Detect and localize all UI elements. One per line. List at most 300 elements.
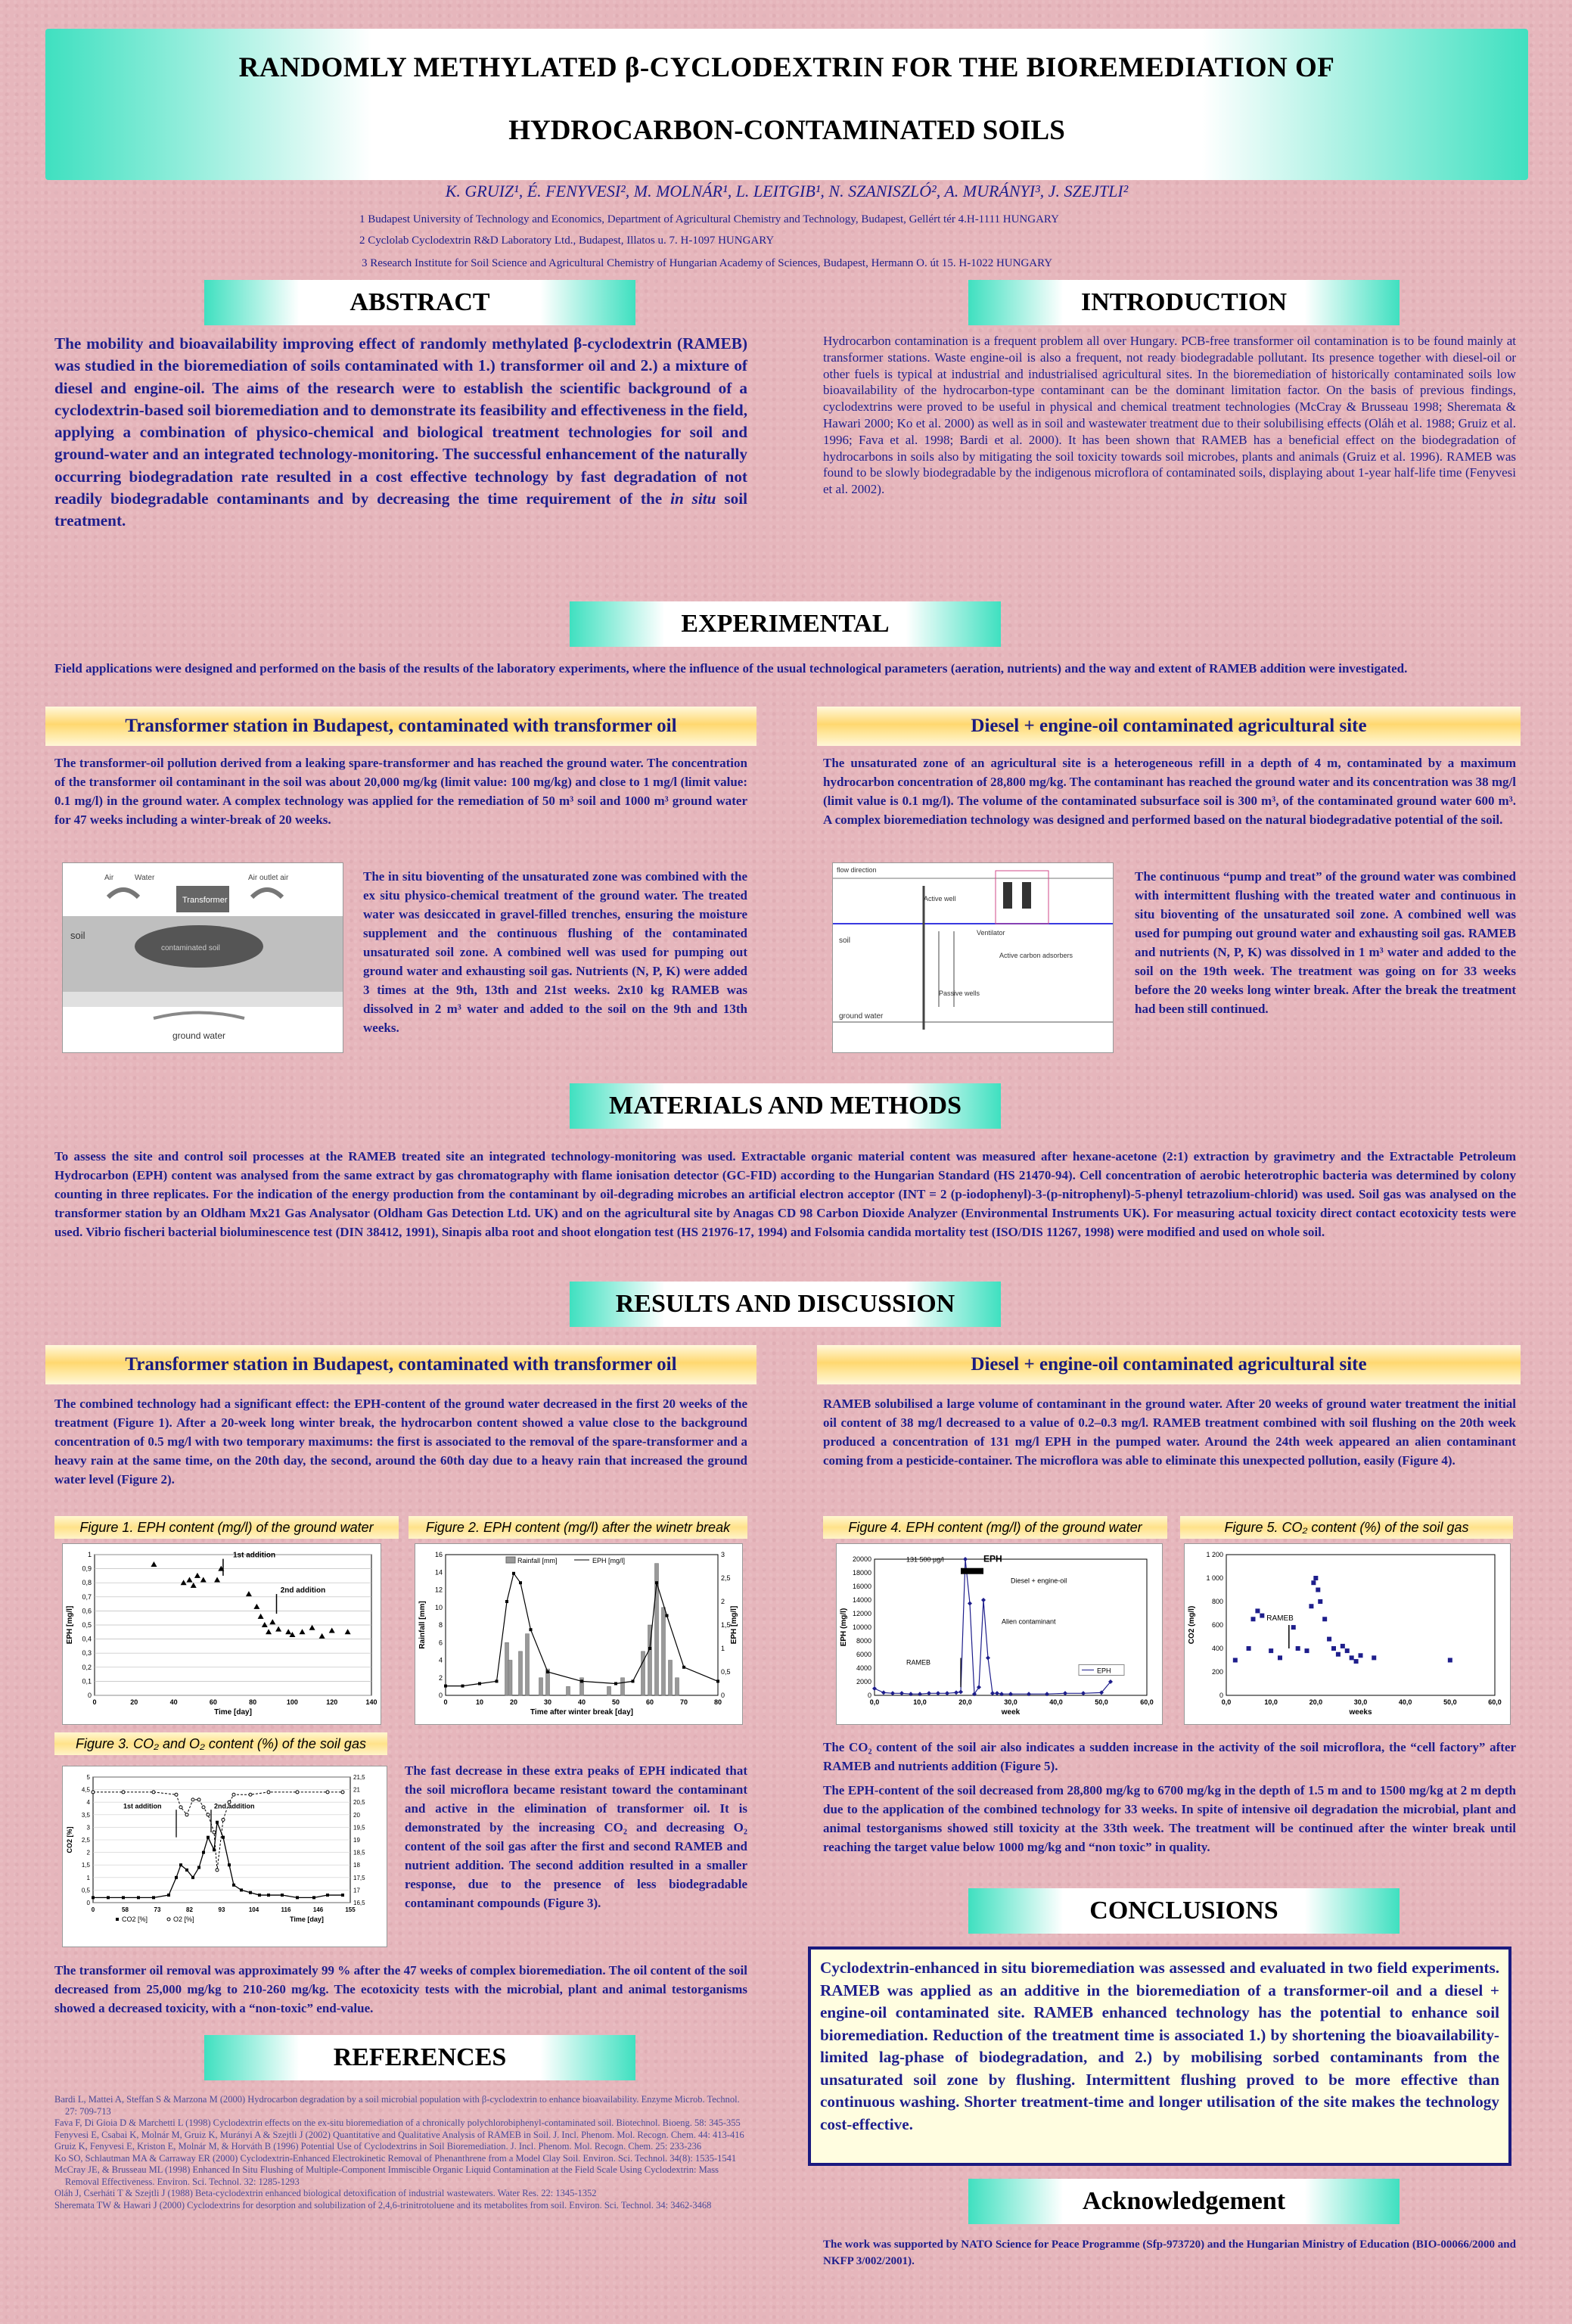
eph-point	[505, 1600, 508, 1603]
acknowledgement-text: The work was supported by NATO Science for Peace Programme (Sfp-973720) and the Hungarian Ministry of Education (BIO-00066/2000 and NKFP 3/002/2001).	[823, 2239, 1516, 2267]
data-point	[1327, 1637, 1331, 1642]
co2-point	[249, 1891, 252, 1894]
abstract-text-b: soil treatment.	[54, 489, 747, 530]
eph-point	[530, 1628, 533, 1631]
y-tick-label: 0,4	[82, 1635, 92, 1643]
y-tick-label: 0	[438, 1692, 443, 1699]
data-point	[1251, 1617, 1256, 1621]
x-tick-label: 40,0	[1049, 1698, 1063, 1706]
results-heading: RESULTS AND DISCUSSION	[615, 1290, 955, 1318]
y2-tick-label: 21	[353, 1786, 360, 1794]
co2-point	[92, 1896, 95, 1899]
reference-item: Bardi L, Mattei A, Steffan S & Marzona M (2000) Hydrocarbon degradation by a soil microbial population with β-cyclodextrin to enhance bioavailability. Enzyme Microb. Technol. 27: 709-713	[54, 2094, 740, 2117]
y-tick-label: 0	[87, 1692, 92, 1699]
site1-header	[45, 707, 756, 746]
eph-point	[512, 1572, 515, 1575]
co2-point	[152, 1896, 155, 1899]
figure-4-caption: Figure 4. EPH content (mg/l) of the ground water	[823, 1516, 1167, 1539]
results1-side-text: The fast decrease in these extra peaks of EPH indicated that the soil microflora became resistant toward the contaminant and active in the elimination of transformer oil. It is demonstrated by the increasing CO₂ and decreasing O₂ content of the soil gas after the first and second RAMEB and nutrient addition. The second addition resulted in a smaller response, due to the presence of less biodegradable contaminant compounds (Figure 3).	[405, 1763, 747, 1910]
y2-axis-label: EPH [mg/l]	[730, 1605, 738, 1645]
figure-3-chart	[63, 1766, 387, 1947]
y-tick-label: 0,9	[82, 1564, 92, 1573]
figure-1-panel	[62, 1543, 381, 1725]
y-tick-label: 12	[434, 1586, 443, 1594]
rainfall-bar	[519, 1651, 523, 1695]
title-line-1: RANDOMLY METHYLATED β-CYCLODEXTRIN FOR THE BIOREMEDIATION OF	[238, 52, 1335, 83]
diagram1-transformer-label: Transformer	[182, 896, 228, 905]
x-tick-label: 60,0	[1488, 1698, 1502, 1706]
co2-point	[222, 1836, 225, 1839]
o2-point	[232, 1793, 235, 1796]
rainfall-bar	[676, 1678, 679, 1695]
co2-point	[240, 1888, 243, 1891]
data-point	[1322, 1617, 1327, 1621]
y-tick-label: 8	[438, 1621, 443, 1629]
x-tick-label: 58	[122, 1906, 129, 1913]
diagram-transformer-svg	[63, 863, 343, 1052]
x-tick-label: 104	[248, 1906, 259, 1913]
rainfall-bar	[642, 1651, 645, 1695]
co2-point	[137, 1896, 140, 1899]
references-header	[204, 2035, 635, 2080]
eph-point	[716, 1679, 719, 1682]
data-point	[1345, 1648, 1350, 1653]
x-tick-label: 50,0	[1443, 1698, 1457, 1706]
y-axis-label: CO2 [%]	[66, 1826, 73, 1853]
acknowledgement-heading: Acknowledgement	[1082, 2187, 1286, 2215]
y-tick-label: 8000	[856, 1637, 871, 1645]
data-point	[1296, 1646, 1300, 1651]
figure-5-panel	[1184, 1543, 1511, 1725]
y-tick-label: 3,5	[81, 1811, 90, 1819]
data-point	[1448, 1658, 1452, 1663]
y-tick-label: 0	[86, 1900, 90, 1906]
co2-point	[312, 1896, 315, 1899]
diagram1-contaminated-label: contaminated soil	[161, 944, 220, 952]
authors: K. GRUIZ¹, É. FENYVESI², M. MOLNÁR¹, L. LEITGIB¹, N. SZANISZLÓ², A. MURÁNYI³, J. SZEJTLI²	[445, 182, 1129, 200]
reference-item: Sheremata TW & Hawari J (2000) Cyclodextrins for desorption and solubilization of 2,4,6-trinitrotoluene and its metabolites from soil. Environ. Sci. Technol. 34: 3462-3468	[54, 2199, 712, 2211]
figure-3-caption: Figure 3. CO₂ and O₂ content (%) of the soil gas	[54, 1732, 387, 1755]
diagram-transformer-site	[62, 862, 343, 1053]
eph-point	[496, 1679, 499, 1682]
x-tick-label: 0	[443, 1698, 448, 1706]
abstract-text	[54, 333, 747, 533]
y-tick-label: 20000	[852, 1555, 871, 1563]
y-tick-label: 0	[867, 1692, 871, 1699]
site1-text: The transformer-oil pollution derived from a leaking spare-transformer and has reached the ground water. The concentration of the transformer oil contaminant in the soil was about 20,000 mg/kg (limit value: 100 mg/kg) and close to 1 mg/l (limit value: 0.1 mg/l) in the ground water. A complex technology was applied for the remediation of 50 m³ soil and 1000 m³ ground water for 47 weeks including a winter-break of 20 weeks.	[54, 756, 747, 827]
annotation-label: EPH	[983, 1553, 1002, 1564]
rainfall-bar	[621, 1678, 625, 1695]
annotation-label: 1st addition	[123, 1802, 162, 1810]
y2-tick-label: 16,5	[353, 1900, 365, 1906]
conclusions-heading: CONCLUSIONS	[1089, 1897, 1278, 1925]
figure-4-chart	[837, 1544, 1162, 1724]
x-tick-label: 146	[312, 1906, 324, 1913]
data-point	[1341, 1644, 1345, 1648]
data-point	[1318, 1599, 1322, 1604]
abstract-text-a: The mobility and bioavailability improving effect of randomly methylated β-cyclodextrin (RAMEB) was studied in the bioremediation of soils contaminated with 1.) transformer oil and 2.) a mixture of diesel and engine-oil. The aims of the research were to establish the scientific background of a cyclodextrin-based soil bioremediation and to demonstrate its feasibility and effectiveness in the field, applying a combination of physico-chemical and biological treatment technologies for soil and ground-water and an integrated technology-monitoring. The successful enhancement of the naturally occurring biodegradation rate resulted in a cost effective technology by fast degradation of not readily biodegradable contaminants and by decreasing the time requirement of the	[54, 334, 747, 508]
diagram-agricultural-svg	[833, 863, 1113, 1052]
results-site1-title: Transformer station in Budapest, contaminated with transformer oil	[125, 1354, 677, 1375]
title-banner	[45, 29, 1528, 180]
y2-tick-label: 17,5	[353, 1874, 365, 1881]
x-tick-label: 116	[281, 1906, 291, 1913]
y-tick-label: 0,5	[82, 1621, 92, 1629]
reference-item: Gruiz K, Fenyvesi E, Kriston E, Molnár M, & Horváth B (1996) Potential Use of Cyclodextrins in Soil Bioremediation. J. Incl. Phenom. Mol. Recogn. Chem. 25: 233-236	[54, 2141, 702, 2152]
y-tick-label: 14000	[852, 1596, 871, 1604]
legend-label: EPH [mg/l]	[592, 1557, 626, 1564]
site2-header	[817, 707, 1521, 746]
site1-side-text: The in situ bioventing of the unsaturated zone was combined with the ex situ physico-chemical treatment of the ground water. The treated water was desiccated in gravel-filled trenches, ensuring the moisture supplement and the continuous flushing of the contaminated unsaturated soil zone. A combined well was used for pumping out ground water and exhausting soil gas. Nutrients (N, P, K) were added 3 times at the 9th, 13th and 21st weeks. 2x10 kg RAMEB was dissolved in 2 m³ water and added to the soil on the 9th and 13th weeks.	[363, 869, 747, 1035]
reference-item: Fava F, Di Gioia D & Marchetti L (1998) Cyclodextrin effects on the ex-situ bioremediation of a chronically polychlorobiphenyl-contaminated soil. Biotechnol. Bioeng. 58: 345-355	[54, 2117, 741, 2128]
x-tick-label: 155	[345, 1906, 356, 1913]
x-axis-label: Time after winter break [day]	[530, 1708, 633, 1717]
y-tick-label: 6	[438, 1639, 443, 1647]
annotation-bar	[961, 1568, 983, 1574]
eph-point	[580, 1679, 583, 1682]
x-tick-label: 0	[91, 1906, 95, 1913]
x-tick-label: 0	[92, 1698, 97, 1706]
materials-header	[570, 1083, 1001, 1129]
x-tick-label: 0,0	[1221, 1698, 1232, 1706]
plot-area	[1226, 1555, 1495, 1695]
introduction-text: Hydrocarbon contamination is a frequent problem all over Hungary. PCB-free transformer oil contamination is to be found mainly at transformer stations. Waste engine-oil is also a frequent, not ready biodegradable pollutant. Its presence together with diesel-oil or other fuels is typical at industrial and industrialised agricultural sites. In the bioremediation of historically contaminated soils low bioavailability of the hydrocarbon-type contaminant can be the dominant limitation factor. On the basis of previous findings, cyclodextrins were proved to be useful in physical and chemical treatment technologies (McCray & Brusseau 1998; Sheremata & Hawari 2000; Ko et al. 2000) as well as in soil and wastewater treatment due to their solubilising effects (Oláh et al. 1988; Gruiz et al. 1996; Fava et al. 1998; Bardi et al. 2000). It has been shown that RAMEB has a beneficial effect on the biodegradation of hydrocarbons in soils also by mitigating the soil toxicity towards soil microbes, plants and animals (Gruiz et al. 1996). RAMEB was found to be slowly biodegradable by the indigenous microflora of contaminated soils, displaying about 1-year half-life time (Fenyvesi et al. 2002).	[823, 334, 1516, 497]
x-tick-label: 20	[130, 1698, 138, 1706]
diagram1-ground-water-label: ground water	[172, 1030, 226, 1041]
data-point	[1309, 1604, 1313, 1608]
y-tick-label: 400	[1211, 1645, 1223, 1652]
results-site2-header	[817, 1345, 1521, 1384]
x-tick-label: 40	[169, 1698, 178, 1706]
y-tick-label: 1 000	[1206, 1574, 1223, 1582]
y-tick-label: 2000	[856, 1678, 871, 1686]
y-tick-label: 0,7	[82, 1592, 92, 1601]
co2-point	[202, 1851, 205, 1854]
o2-point	[207, 1813, 210, 1816]
introduction-header	[968, 280, 1400, 325]
x-axis-label: Time [day]	[214, 1708, 252, 1717]
data-point	[1269, 1648, 1273, 1653]
data-point	[1354, 1659, 1359, 1664]
x-tick-label: 0,0	[869, 1698, 880, 1706]
conclusions-text: Cyclodextrin-enhanced in situ bioremediation was assessed and evaluated in two field experiments. RAMEB was applied as an additive in the bioremediation of a transformer-oil and a diesel + engine-oil contaminated site. RAMEB enhanced technology has the potential to enhance soil bioremediation. Reduction of the treatment time is associated 1.) by shortening the bioavailability-limited lag-phase of biodegradation, and 2.) by mobilising sorbed contaminants from the unsaturated soil zone by flushing. Intermittent flushing proved to be more effective than continuous washing. Shorter treatment-time and longer utilisation of the site makes the technology cost-effective.	[820, 1959, 1499, 2133]
rainfall-bar	[508, 1661, 512, 1696]
y-axis-label: EPH [mg/l]	[66, 1605, 74, 1645]
y-tick-label: 2,5	[81, 1837, 90, 1844]
y2-tick-label: 0	[721, 1692, 725, 1699]
diagram1-air-label: Air	[104, 874, 114, 882]
o2-point	[185, 1813, 188, 1816]
y2-tick-label: 1,5	[721, 1621, 731, 1629]
rainfall-bar	[669, 1661, 673, 1696]
o2-point	[249, 1793, 252, 1796]
references-list	[54, 2094, 747, 2211]
x-tick-label: 30	[543, 1698, 552, 1706]
data-point	[1255, 1608, 1260, 1613]
abstract-text-em: in situ	[670, 489, 716, 508]
y-tick-label: 4	[438, 1656, 443, 1664]
results2-eph-text: The EPH-content of the soil decreased from 28,800 mg/kg to 6700 mg/kg in the depth of 1.5 m and to 1500 mg/kg at 2 m depth due to the application of the combined technology for 33 weeks. In spite of intensive oil degradation the microbial, plant and animal testorganisms showed still toxicity at the 33th week. The treatment will be continued after the winter break until reaching the target value below 1000 mg/kg and “non toxic” in quality.	[823, 1783, 1516, 1854]
rainfall-bar	[662, 1608, 666, 1695]
introduction-heading: INTRODUCTION	[1080, 288, 1288, 316]
o2-point	[326, 1791, 329, 1794]
diagram2-adsorbers-label: Active carbon adsorbers	[999, 952, 1073, 959]
diagram2-flow-label: flow direction	[837, 866, 877, 874]
co2-point	[179, 1863, 182, 1866]
data-point	[1260, 1614, 1264, 1618]
o2-point	[92, 1791, 95, 1794]
x-tick-label: 73	[154, 1906, 161, 1913]
x-tick-label: 20	[509, 1698, 518, 1706]
y2-tick-label: 19	[353, 1837, 360, 1844]
y-tick-label: 0,5	[81, 1887, 90, 1894]
conclusions-header	[968, 1888, 1400, 1934]
results1-text: The combined technology had a significant effect: the EPH-content of the ground water decreased in the first 20 weeks of the treatment (Figure 1). After a 20-week long winter break, the hydrocarbon content showed a value close to the background concentration of 0.5 mg/l with two temporary maximums: the first is associated to the removal of the spare-transformer and a heavy rain at the same time, on the 20th day, the second, around the 60th day due to a heavy rain that increased the ground water level (Figure 2).	[54, 1397, 747, 1487]
y-axis-label: CO2 (mg/l)	[1188, 1605, 1196, 1645]
co2-point	[167, 1894, 170, 1897]
y-tick-label: 16	[434, 1551, 443, 1558]
figure-5-chart	[1185, 1544, 1510, 1724]
references-heading: REFERENCES	[333, 2043, 507, 2071]
reference-item: Fenyvesi E, Csabai K, Molnár M, Gruiz K, Murányi A & Szejtli J (2002) Quantitative and Qualitative Analysis of RAMEB in Soil. J. Incl. Phenom. Mol. Recogn. Chem. 44: 413-416	[54, 2129, 744, 2140]
x-tick-label: 80	[713, 1698, 722, 1706]
figure-4-panel	[836, 1543, 1163, 1725]
y2-tick-label: 2	[721, 1598, 725, 1605]
eph-point	[519, 1581, 522, 1584]
y2-tick-label: 2,5	[721, 1574, 731, 1582]
x-tick-label: 30,0	[1004, 1698, 1017, 1706]
y-tick-label: 2	[86, 1849, 90, 1856]
y-tick-label: 600	[1211, 1621, 1223, 1629]
y2-tick-label: 18	[353, 1862, 360, 1869]
o2-point	[296, 1791, 299, 1794]
x-tick-label: 20,0	[958, 1698, 972, 1706]
y-tick-label: 4000	[856, 1664, 871, 1672]
figure-3-panel	[62, 1766, 387, 1947]
y-tick-label: 800	[1211, 1598, 1223, 1605]
eph-point	[632, 1679, 635, 1682]
y-tick-label: 1,5	[81, 1862, 90, 1869]
y2-tick-label: 19,5	[353, 1824, 365, 1832]
x-tick-label: 40,0	[1398, 1698, 1412, 1706]
y-tick-label: 1 200	[1206, 1551, 1223, 1558]
site2-side-text: The continuous “pump and treat” of the ground water was combined with intermittent flushing with the treated water and continuous in situ bioventing of the unsaturated soil zone. A combined well was used for pumping out ground water and exhausting soil gas. RAMEB and nutrients (N, P, K) was dissolved in 1 m³ water and added to the soil on the 19th week. The treatment was going on for 33 weeks before the 20 weeks long winter break. After the break the treatment had been still continued.	[1135, 869, 1516, 1016]
figure-2-chart	[415, 1544, 742, 1724]
reference-item: McCray JE, & Brusseau ML (1998) Enhanced In Situ Flushing of Multiple-Component Immiscible Organic Liquid Contamination at the Field Scale Using Cyclodextrin: Mass Removal Effectiveness. Environ. Sci. Technol. 32: 1285-1293	[54, 2164, 719, 2187]
x-axis-label: weeks	[1349, 1708, 1372, 1717]
data-point	[1316, 1588, 1320, 1592]
o2-point	[122, 1791, 125, 1794]
o2-point	[213, 1831, 216, 1834]
legend-label: O2 [%]	[173, 1915, 194, 1923]
annotation-label: 1st addition	[233, 1551, 276, 1560]
reference-item: Ko SO, Schlautman MA & Carraway ER (2000) Cyclodextrin-Enhanced Electrokinetic Removal of Phenanthrene from a Model Clay Soil. Environ. Sci. Technol. 34(8): 1535-1541	[54, 2152, 737, 2164]
materials-heading: MATERIALS AND METHODS	[609, 1092, 962, 1120]
y-tick-label: 10000	[852, 1623, 871, 1631]
x-axis-label: week	[1001, 1708, 1021, 1717]
x-tick-label: 10,0	[913, 1698, 927, 1706]
eph-point	[682, 1666, 685, 1669]
o2-point	[179, 1806, 182, 1809]
figure-1-chart	[63, 1544, 381, 1724]
diagram2-active-well-label: Active well	[924, 895, 956, 903]
diagram-agricultural-site	[832, 862, 1114, 1053]
results1-after-text: The transformer oil removal was approximately 99 % after the 47 weeks of complex bioremediation. The oil content of the soil decreased from 25,000 mg/kg to 210-260 mg/kg. The ecotoxicity tests with the microbial, plant and animal testorganisms showed a decreased toxicity, with a “non-toxic” end-value.	[54, 1963, 747, 2015]
x-tick-label: 50	[611, 1698, 620, 1706]
co2-point	[197, 1866, 200, 1869]
eph-point	[648, 1647, 651, 1650]
annotation-label: Alien contaminant	[1002, 1617, 1056, 1626]
rainfall-bar	[607, 1686, 611, 1695]
co2-point	[296, 1896, 299, 1899]
x-tick-label: 70	[679, 1698, 688, 1706]
materials-text: To assess the site and control soil processes at the RAMEB treated site an integrated technology-monitoring was used. Extractable organic material content was measured after hexane-acetone (2:1) extraction by gravimetry and the Extractable Petroleum Hydrocarbon (EPH) content was analysed from the same extract by gas chromatography with flame ionisation detector (GC-FID) according to the Hungarian Standard (HS 21470-94). Cell concentration of aerobic heterotrophic bacteria was determined by colony counting in three replicates. For the indication of the energy production from the contaminant by oil-degrading microbes an artificial electron acceptor (INT = 2 (p-iodophenyl)-3-(p-nitrophenyl)-5-phenyl tetrazolium-chlorid) was used. Soil gas was analysed on the transformer station by an Oldham Mx21 Gas Analysator (Oldham Gas Detection Ltd. UK) and on the agricultural site by Anagas CD 98 Carbon Dioxide Analyzer (Environmental Instruments UK). For measuring actual toxicity direct contact ecotoxicity tests were used. Vibrio fischeri bacterial bioluminescence test (DIN 38412, 1991), Sinapis alba root and shoot elongation test (HS 21976-17, 1994) and Folsomia candida mortality test (ISO/DIS 11267, 1998) were modified and used on whole soil.	[54, 1149, 1516, 1239]
data-point	[1305, 1648, 1309, 1653]
data-point	[1247, 1646, 1251, 1651]
diagram2-soil-label: soil	[839, 937, 851, 945]
legend-swatch-rainfall	[506, 1557, 515, 1563]
x-tick-label: 93	[218, 1906, 225, 1913]
data-point	[1359, 1653, 1363, 1658]
x-tick-label: 20,0	[1309, 1698, 1323, 1706]
co2-point	[207, 1836, 210, 1839]
reference-item: Oláh J, Cserháti T & Szejtli J (1988) Beta-cyclodextrin enhanced biological detoxification of industrial wastewaters. Water Res. 22: 1345-1352	[54, 2188, 597, 2198]
o2-point	[197, 1798, 200, 1801]
experimental-header	[570, 601, 1001, 647]
x-tick-label: 82	[186, 1906, 193, 1913]
legend-swatch-co2	[116, 1918, 119, 1921]
results-site1-header	[45, 1345, 756, 1384]
results-header	[570, 1282, 1001, 1327]
y-tick-label: 1	[86, 1874, 90, 1881]
o2-point	[191, 1798, 194, 1801]
y-tick-label: 0,1	[82, 1677, 92, 1686]
diagram1-water-label: Water	[135, 874, 155, 882]
annotation-label: 2nd addition	[214, 1802, 255, 1810]
y-tick-label: 0,8	[82, 1579, 92, 1587]
rainfall-bar	[567, 1686, 570, 1695]
x-tick-label: 40	[577, 1698, 586, 1706]
y-tick-label: 4	[86, 1799, 90, 1807]
y-tick-label: 14	[434, 1568, 443, 1577]
o2-point	[222, 1818, 225, 1821]
site1-title: Transformer station in Budapest, contaminated with transformer oil	[125, 716, 677, 736]
annotation-label: RAMEB	[1266, 1614, 1294, 1623]
y-tick-label: 10	[434, 1603, 443, 1611]
x-tick-label: 10	[475, 1698, 484, 1706]
x-axis-label: Time [day]	[290, 1915, 324, 1923]
eph-point	[666, 1614, 669, 1617]
title-line-2: HYDROCARBON-CONTAMINATED SOILS	[508, 115, 1065, 146]
y-tick-label: 6000	[856, 1651, 871, 1658]
legend-swatch-o2	[167, 1918, 170, 1921]
o2-point	[341, 1791, 344, 1794]
affiliation-1: 1 Budapest University of Technology and Economics, Department of Agricultural Chemistry and Technology, Budapest, Gellért tér 4.H-1111 HUNGARY	[359, 213, 1059, 225]
co2-point	[341, 1894, 344, 1897]
y2-tick-label: 1	[721, 1645, 725, 1652]
diagram1-soil-label: soil	[70, 930, 85, 941]
site2-title: Diesel + engine-oil contaminated agricultural site	[971, 716, 1367, 736]
abstract-header	[204, 280, 635, 325]
y-tick-label: 200	[1211, 1668, 1223, 1676]
results2-text: RAMEB solubilised a large volume of contaminant in the ground water. After 20 weeks of ground water treatment the initial oil content of 38 mg/l decreased to a value of 0.2–0.3 mg/l. RAMEB treatment combined with soil flushing on the 20th week produced a concentration of 131 mg/l EPH in the pumped water. Around the 24th week appeared an alien contaminant coming from a pesticide-container. The microflora was able to eliminate this unexpected pollution, easily (Figure 4).	[823, 1397, 1516, 1468]
data-point	[1233, 1658, 1238, 1663]
data-point	[1350, 1655, 1354, 1660]
experimental-heading: EXPERIMENTAL	[681, 610, 890, 638]
y-tick-label: 2	[438, 1673, 443, 1682]
co2-point	[122, 1896, 125, 1899]
figure-1-caption: Figure 1. EPH content (mg/l) of the ground water	[54, 1516, 399, 1539]
abstract-heading: ABSTRACT	[350, 288, 490, 316]
y-tick-label: 0	[1219, 1692, 1223, 1699]
y-tick-label: 16000	[852, 1583, 871, 1590]
x-tick-label: 100	[286, 1698, 298, 1706]
x-tick-label: 120	[326, 1698, 338, 1706]
data-point	[1291, 1625, 1296, 1630]
co2-point	[191, 1876, 194, 1879]
results-site2-title: Diesel + engine-oil contaminated agricultural site	[971, 1354, 1367, 1375]
legend-label: CO2 [%]	[122, 1915, 148, 1923]
y-tick-label: 18000	[852, 1569, 871, 1577]
co2-point	[281, 1894, 284, 1897]
y-tick-label: 0,3	[82, 1649, 92, 1658]
eph-point	[478, 1682, 481, 1686]
figure-2-caption: Figure 2. EPH content (mg/l) after the winetr break	[409, 1516, 747, 1539]
y2-tick-label: 20	[353, 1811, 360, 1819]
co2-point	[185, 1869, 188, 1872]
y-tick-label: 0,2	[82, 1663, 92, 1671]
co2-point	[216, 1821, 219, 1824]
annotation-label: 2nd addition	[280, 1586, 326, 1595]
plot-area	[446, 1555, 718, 1695]
o2-point	[152, 1791, 155, 1794]
co2-point	[228, 1863, 231, 1866]
y2-tick-label: 21,5	[353, 1774, 365, 1781]
eph-point	[655, 1581, 658, 1584]
y2-tick-label: 3	[721, 1551, 725, 1558]
o2-point	[175, 1793, 178, 1796]
y2-tick-label: 0,5	[721, 1668, 731, 1676]
experimental-intro: Field applications were designed and performed on the basis of the results of the laboratory experiments, where the influence of the usual technological parameters (aeration, nutrients) and the way and extent of RAMEB addition were investigated.	[54, 661, 1408, 676]
data-point	[1313, 1576, 1318, 1580]
x-tick-label: 60	[209, 1698, 217, 1706]
legend-label: Rainfall [mm]	[517, 1557, 558, 1564]
annotation-label: Diesel + engine-oil	[1011, 1577, 1067, 1585]
x-tick-label: 80	[249, 1698, 257, 1706]
legend-label: EPH	[1097, 1667, 1111, 1675]
eph-point	[546, 1670, 549, 1673]
x-tick-label: 10,0	[1264, 1698, 1278, 1706]
eph-point	[614, 1682, 617, 1686]
y-tick-label: 0,6	[82, 1607, 92, 1615]
data-point	[1311, 1580, 1316, 1585]
co2-point	[175, 1876, 178, 1879]
data-point	[1336, 1652, 1341, 1657]
o2-point	[202, 1806, 205, 1809]
data-point	[1331, 1646, 1336, 1651]
y2-tick-label: 20,5	[353, 1799, 365, 1807]
o2-point	[216, 1869, 219, 1872]
y-tick-label: 1	[87, 1551, 92, 1558]
co2-point	[326, 1894, 329, 1897]
y2-tick-label: 17	[353, 1887, 360, 1894]
results2-co2-text: The CO₂ content of the soil air also indicates a sudden increase in the activity of the soil microflora, the “cell factory” after RAMEB and nutrients addition (Figure 5).	[823, 1740, 1516, 1773]
y-axis-label: EPH (mg/l)	[840, 1608, 848, 1647]
x-tick-label: 60	[645, 1698, 654, 1706]
affiliation-3: 3 Research Institute for Soil Science and Agricultural Chemistry of Hungarian Academy of Sciences, Budapest, Hermann O. út 15. H-1022 HUNGARY	[362, 257, 1053, 269]
co2-point	[232, 1884, 235, 1887]
figure-2-panel	[415, 1543, 743, 1725]
